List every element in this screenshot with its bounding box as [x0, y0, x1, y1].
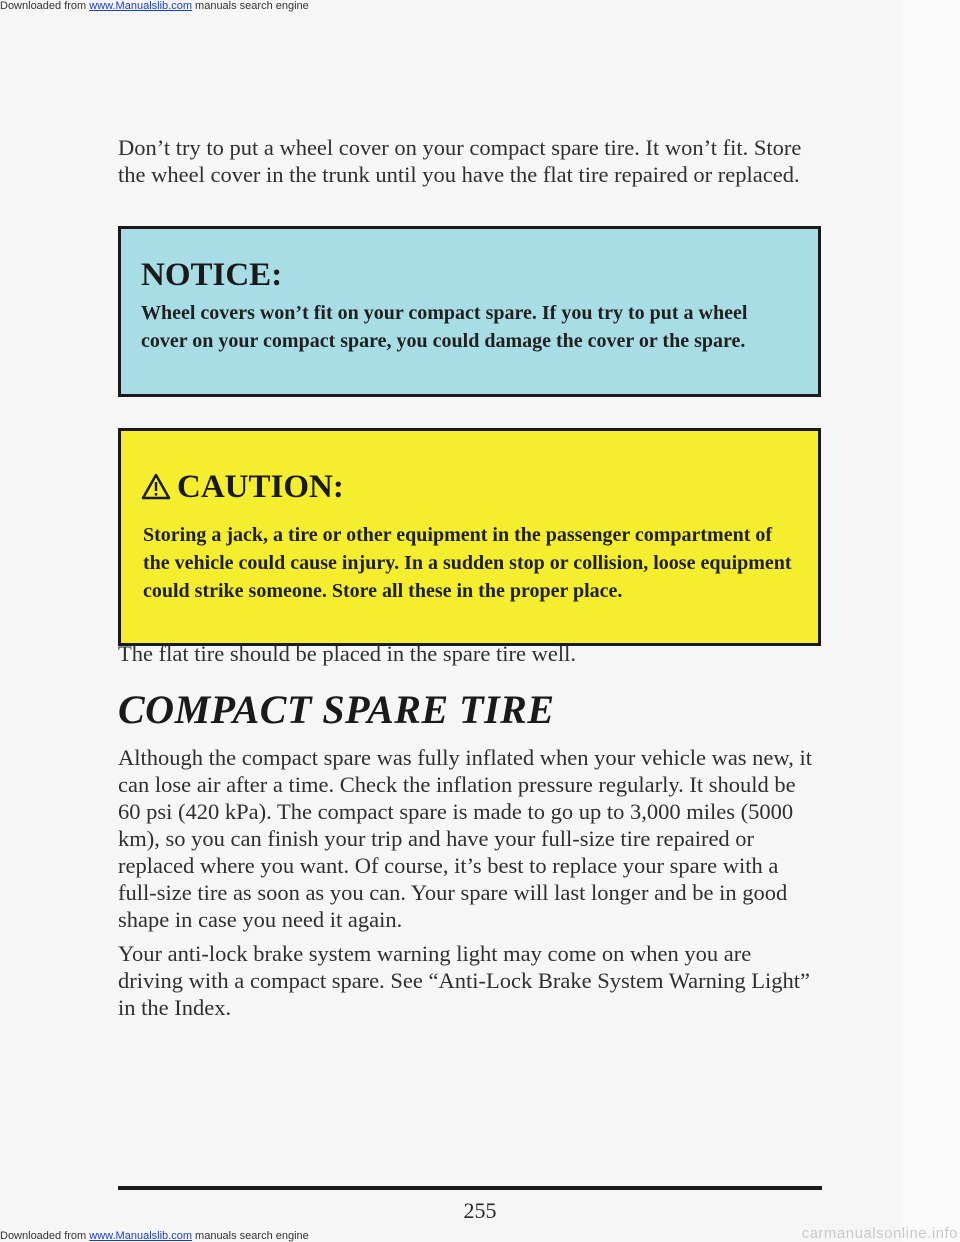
flat-tire-paragraph: The flat tire should be placed in the spare tire well.	[118, 641, 576, 666]
manualslib-link[interactable]: www.Manualslib.com	[89, 0, 192, 12]
page-number: 255	[463, 1198, 497, 1223]
caution-title: CAUTION:	[177, 469, 344, 505]
page-edge-shade	[902, 0, 960, 1242]
download-footer: Downloaded from www.Manualslib.com manuals search engine	[0, 1230, 309, 1242]
manualslib-footer-link[interactable]: www.Manualslib.com	[89, 1230, 192, 1242]
intro-paragraph: Don’t try to put a wheel cover on your compact spare tire. It won’t fit. Store the wheel cover in the trunk until you have the flat tire repaired or replaced.	[118, 135, 802, 187]
watermark: carmanualsonline.info	[801, 1225, 958, 1242]
notice-box	[118, 226, 821, 397]
download-header: Downloaded from www.Manualslib.com manuals search engine	[0, 0, 309, 12]
section-heading: COMPACT SPARE TIRE	[118, 687, 555, 732]
abs-warning-paragraph: Your anti-lock brake system warning light may come on when you are driving with a compact spare. See “Anti-Lock Brake System Warning Light” in the Index.	[118, 941, 810, 1020]
notice-body: Wheel covers won’t fit on your compact spare. If you try to put a wheel cover on your compact spare, you could damage the cover or the spare.	[141, 302, 748, 352]
compact-spare-paragraph: Although the compact spare was fully inflated when your vehicle was new, it can lose air after a time. Check the inflation pressure regularly. It should be 60 psi (420 kPa). The compact spare is made to go up to 3,000 miles (5000 km), so you can finish your trip and have your full-size tire repaired or replaced where you want. Of course, it’s best to replace your spare with a full-size tire as soon as you can. Your spare will last longer and be in good shape in case you need it again.	[118, 745, 812, 932]
page-divider	[118, 1186, 822, 1190]
warning-triangle-icon	[141, 473, 171, 500]
notice-title: NOTICE:	[141, 257, 283, 293]
caution-box	[118, 428, 821, 646]
caution-body: Storing a jack, a tire or other equipment in the passenger compartment of the vehicle could cause injury. In a sudden stop or collision, loose equipment could strike someone. Store all these in the proper place.	[143, 524, 792, 602]
